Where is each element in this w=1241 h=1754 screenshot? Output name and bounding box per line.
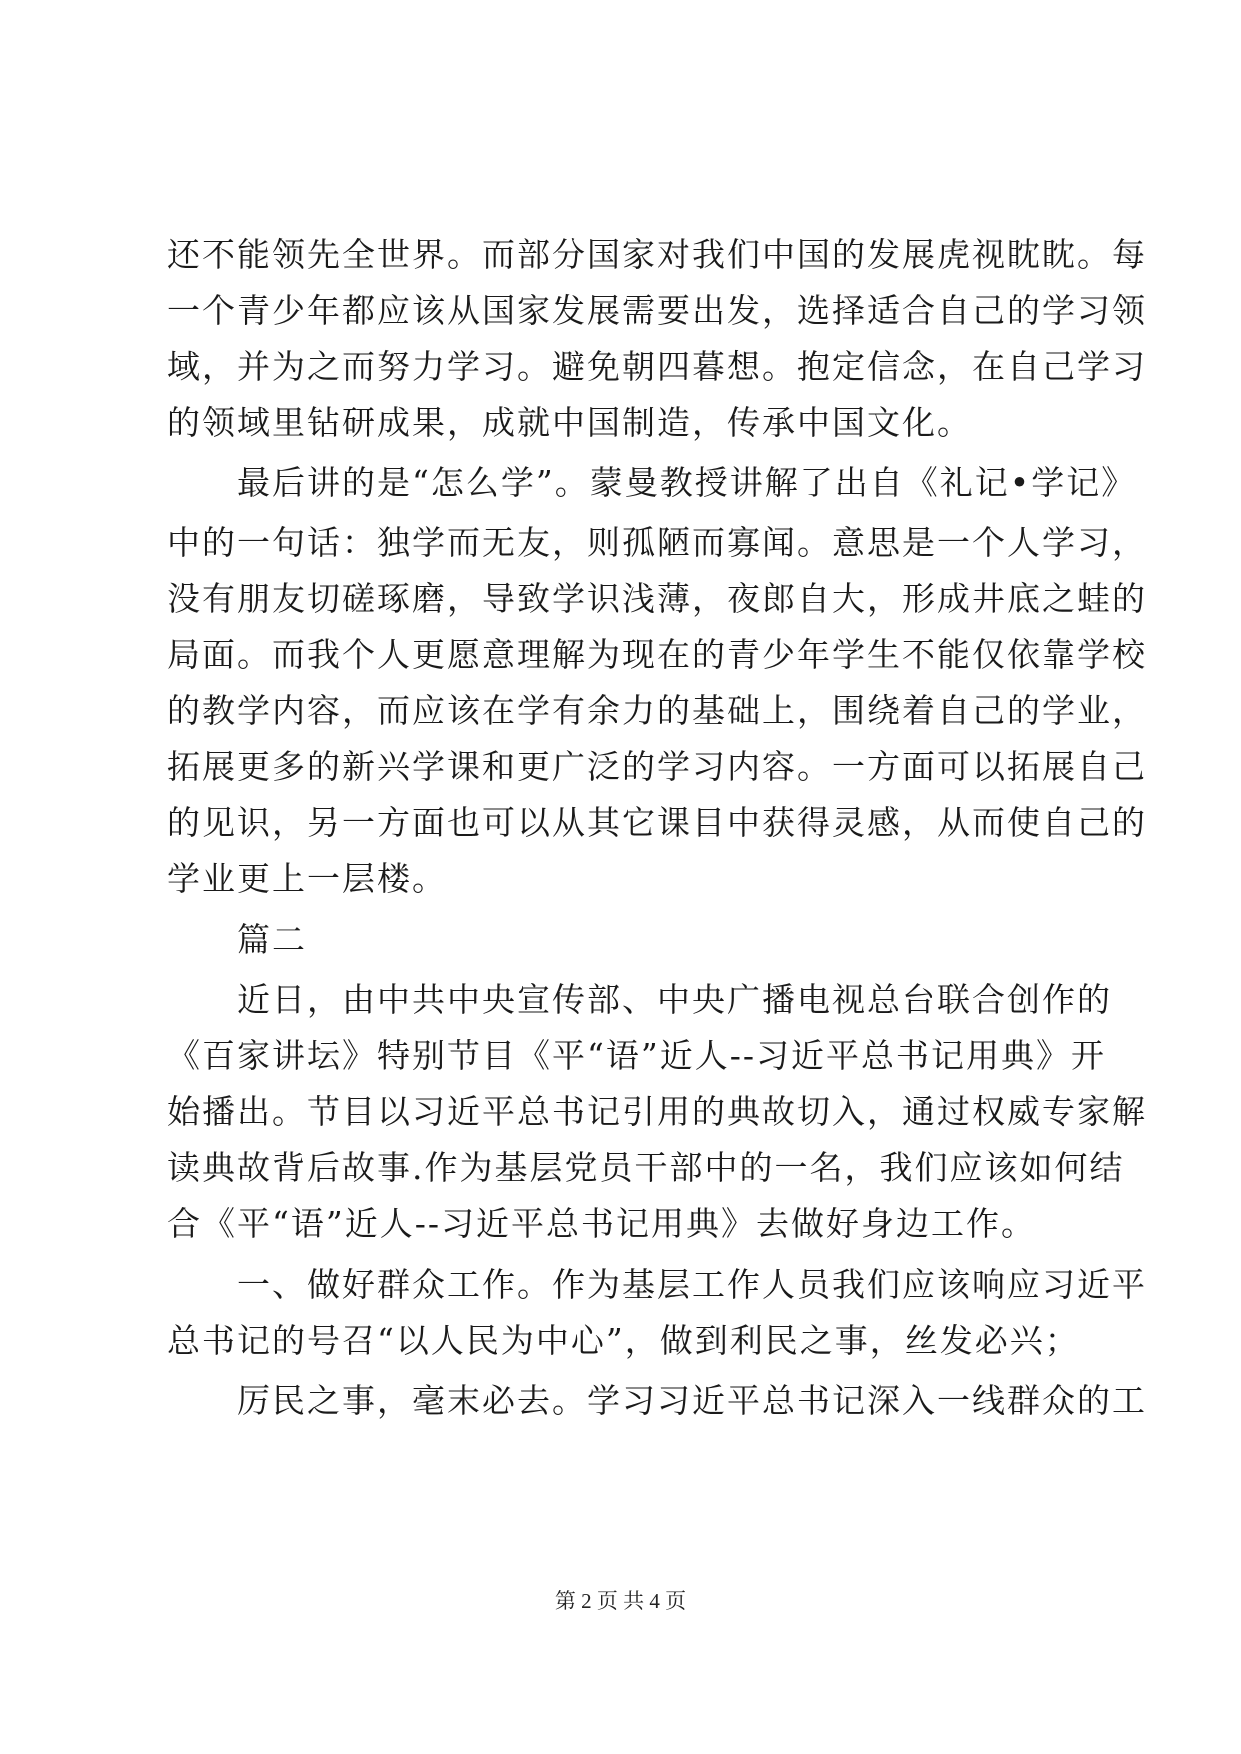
text-line: 一个青少年都应该从国家发展需要出发，选择适合自己的学习领 [167, 291, 1147, 330]
text-line: 始播出。节目以习近平总书记引用的典故切入，通过权威专家解 [167, 1092, 1147, 1131]
text-line: 的教学内容，而应该在学有余力的基础上，围绕着自己的学业， [167, 691, 1147, 730]
page-number-footer: 第 2 页 共 4 页 [554, 1589, 687, 1613]
text-line: 域，并为之而努力学习。避免朝四暮想。抱定信念，在自己学习 [167, 347, 1147, 386]
text-line: 的见识，另一方面也可以从其它课目中获得灵感，从而使自己的 [167, 803, 1147, 842]
section-heading: 篇二 [167, 920, 307, 959]
text-line: 近日，由中共中央宣传部、中央广播电视总台联合创作的 [167, 980, 1112, 1019]
text-line: 拓展更多的新兴学课和更广泛的学习内容。一方面可以拓展自己 [167, 747, 1147, 786]
text-line: 一、做好群众工作。作为基层工作人员我们应该响应习近平 [167, 1265, 1147, 1304]
text-line: 没有朋友切磋琢磨，导致学识浅薄，夜郎自大，形成井底之蛙的 [167, 579, 1147, 618]
text-line: 总书记的号召“以人民为中心”，做到利民之事，丝发必兴； [167, 1321, 1080, 1360]
text-line: 最后讲的是“怎么学”。蒙曼教授讲解了出自《礼记•学记》 [167, 463, 1137, 502]
text-line: 中的一句话：独学而无友，则孤陋而寡闻。意思是一个人学习， [167, 523, 1147, 562]
text-line: 《百家讲坛》特别节目《平“语”近人--习近平总书记用典》开 [167, 1036, 1107, 1075]
text-line: 厉民之事，毫末必去。学习习近平总书记深入一线群众的工 [167, 1381, 1147, 1420]
text-line: 读典故背后故事.作为基层党员干部中的一名，我们应该如何结 [167, 1148, 1125, 1187]
text-line: 还不能领先全世界。而部分国家对我们中国的发展虎视眈眈。每 [167, 235, 1147, 274]
text-line: 的领域里钻研成果，成就中国制造，传承中国文化。 [167, 403, 972, 442]
text-line: 局面。而我个人更愿意理解为现在的青少年学生不能仅依靠学校 [167, 635, 1147, 674]
text-line: 合《平“语”近人--习近平总书记用典》去做好身边工作。 [167, 1204, 1037, 1243]
text-line: 学业更上一层楼。 [167, 859, 447, 898]
